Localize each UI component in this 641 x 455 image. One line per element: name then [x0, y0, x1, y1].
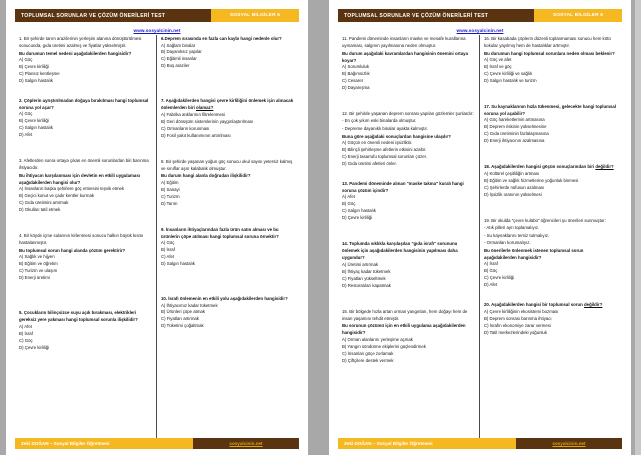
question-option[interactable]: C) Salgın hastalık: [342, 208, 376, 214]
question-option[interactable]: C) Enerji tasarrufu toplumsal sorunları çözer.: [342, 153, 428, 159]
footer-site-box: [516, 438, 622, 449]
question-stem: 14. Toplumda sıklıkla karşılaşılan "gıda israfı" sorununu önlemek için aşağıdakilerden hangisinin yapılması daha uygundur?: [342, 241, 458, 261]
question-stem: 3. Afetlerden sonra ortaya çıkan en önemli sorunlardan biri barınma ihtiyacıdır.: [19, 158, 149, 171]
header-link-row: [15, 23, 299, 33]
question-stem: 15. Bir bölgede hızla artan orman yangınları, hem doğayı hem de insan yaşamını tehdit etmiştir.: [342, 308, 468, 321]
question-stem: 7. Aşağıdakilerden hangisi çevre kirliliğini önlemek için alınacak önlemlerden biri olamaz?: [161, 98, 294, 111]
question-option[interactable]: C) Eğitimli insanlar: [161, 56, 197, 62]
question-item: [484, 103, 617, 145]
question-item: [19, 157, 151, 214]
question-item: [19, 97, 151, 139]
question-option[interactable]: B) Sanayi: [161, 186, 180, 192]
question-stem: 13. Pandemi döneminde alınan "maske takma" kuralı hangi soruna çözüm içindir?: [342, 180, 464, 193]
question-option[interactable]: C) Turizm: [161, 193, 180, 199]
question-option[interactable]: B) Çevre kirliliği: [19, 118, 49, 124]
question-option[interactable]: C) Gıda üretimini artırmak: [19, 200, 69, 206]
question-item: [342, 180, 474, 222]
question-option[interactable]: D) Enerji ihtiyacının azalmasına: [484, 138, 545, 144]
question-option[interactable]: A) Sağlam binalar: [161, 42, 196, 48]
question-option[interactable]: A) İhtiyacımız kadar tüketmek: [161, 302, 218, 308]
question-column-3: [338, 35, 480, 438]
question-option[interactable]: A) Sağlık ve hijyen: [19, 254, 55, 260]
question-option[interactable]: A) Göç: [19, 111, 33, 117]
question-column-2: [157, 35, 299, 438]
question-option[interactable]: C) İsrafın ekonomiye zarar vermesi: [484, 322, 551, 328]
question-item: [161, 226, 294, 268]
question-option[interactable]: C) Şehirlerde nüfusun azalması: [484, 184, 545, 190]
question-stem: 17. Su kaynaklarının hızla tükenmesi, gelecekte hangi toplumsal soruna yol açabilir?: [484, 103, 617, 116]
question-option[interactable]: B) İsraf: [161, 247, 175, 253]
question-item: [161, 158, 294, 208]
question-option[interactable]: D) İşsizlik oranının yükselmesi: [484, 191, 542, 197]
question-stem: 16. Bir kasabada çöplerin düzenli toplanmaması sonucu hem kötü kokular yayılmış hem de hastalıklar artmıştır.: [484, 36, 611, 49]
footer-website-link[interactable]: sosyalcinin.net: [552, 441, 586, 446]
question-option[interactable]: D) Enerji üretimi: [19, 275, 50, 281]
footer-author: Zeki DOĞAN – Sosyal Bilgiler Öğretmeni: [338, 438, 516, 449]
question-option[interactable]: A) Çevre kirliliğinin ekosistemi bozması: [484, 308, 559, 314]
question-option[interactable]: C) Fiyatları yükseltmek: [342, 275, 386, 281]
question-item: [484, 301, 617, 336]
question-option[interactable]: B) Geri dönüşüm sistemlerinin yaygınlaştırılması: [161, 118, 254, 124]
question-stem: - Depreme dayanıklı binalar ayakta kalmıştır.: [342, 126, 428, 131]
question-option[interactable]: B) Göç: [484, 268, 498, 274]
question-stem: Bu durumun temel nedeni aşağıdakilerden hangisidir?: [19, 50, 132, 56]
question-option[interactable]: B) Eğitim ve öğretim: [19, 261, 58, 267]
question-option[interactable]: A) Göç: [19, 57, 33, 63]
question-option[interactable]: B) Bağımsızlık: [342, 71, 370, 77]
question-option[interactable]: D) Tarım: [161, 200, 178, 206]
question-option[interactable]: A) İnsanların başka şehirlere göç etmesini teşvik etmek: [19, 186, 125, 192]
question-option[interactable]: D) Salgın hastalık: [161, 261, 195, 267]
question-option[interactable]: B) Dayanıksız yapılar: [161, 49, 202, 55]
question-column-4: [480, 35, 622, 438]
question-option[interactable]: C) Salgın hastalık: [19, 125, 53, 131]
question-stem: - Ormanları korumalıyız.: [484, 240, 531, 246]
header-title: TOPLUMSAL SORUNLAR VE ÇÖZÜM ÖNERİLERİ TEST: [338, 9, 534, 22]
question-option[interactable]: C) Plansız kentleşme: [19, 71, 60, 76]
question-option[interactable]: A) Göç hareketlerinin artmasına: [484, 117, 545, 123]
question-item: [484, 35, 617, 85]
question-item: [161, 35, 294, 70]
question-option[interactable]: A) Afet: [342, 194, 355, 200]
question-stem: - Su kaynaklarını temiz tutmalıyız.: [484, 232, 550, 238]
footer-website-link[interactable]: sosyalcinin.net: [229, 441, 263, 446]
question-option[interactable]: C) Çevre kirliliği: [484, 275, 515, 281]
question-option[interactable]: B) İsraf ve göç: [484, 64, 512, 70]
question-stem: 4. Bir köyde içme sularının kirlenmesi sonucu halkın büyük kısmı hastalanmıştır.: [19, 233, 144, 246]
question-stem: 11. Pandemi döneminde insanların maske ve mesafe kurallarına uymaması, salgının yayılmasına neden olmuştur.: [342, 36, 466, 49]
question-option[interactable]: C) Gıda üretiminin fazlalaşmasına: [484, 131, 549, 137]
question-option[interactable]: C) Çevre kirliliği ve sağlık: [484, 71, 533, 76]
question-item: [342, 240, 474, 289]
question-option[interactable]: B) İsraf: [19, 330, 33, 336]
page-edge-strip: [635, 0, 641, 455]
question-stem: - En çok yıkım eski binalarda olmuştur.: [342, 118, 417, 124]
document-page-right: [329, 0, 631, 455]
page-header-left: [15, 9, 299, 22]
question-option[interactable]: C) Afet: [161, 254, 175, 260]
question-item: [161, 295, 294, 330]
question-option[interactable]: B) Göç: [342, 201, 356, 207]
question-stem: Bu durum hangi alanla doğrudan ilişkilidir?: [161, 173, 251, 179]
question-option[interactable]: A) Kültürel çeşitliliğin artması: [484, 170, 540, 176]
header-website-link[interactable]: www.sosyalcinin.net: [133, 28, 181, 33]
question-stem: 20. Aşağıdakilerden hangisi bir toplumsal sorun değildir?: [484, 302, 603, 308]
question-stem: - Atık pilleri ayrı toplamalıyız.: [484, 225, 540, 231]
page-footer-right: [338, 438, 622, 449]
question-option[interactable]: A) Göçün en önemli nedeni işsizliktir.: [342, 140, 413, 146]
question-option[interactable]: D) Boş araziler: [161, 63, 190, 69]
question-stem: 1. Bir şehirde tarım arazilerinin yerleşim alanına dönüştürülmesi sonucunda, gıda üretimi azalmış ve fiyatlar yükselmiştir.: [19, 36, 142, 49]
footer-site-box: [193, 438, 299, 449]
question-option[interactable]: D) Salgın hastalık: [19, 77, 53, 83]
question-stem: 18. Aşağıdakilerden hangisi göçün sonuçlarından biri değildir?: [484, 164, 614, 170]
question-option[interactable]: D) Gıda üretimi afetleri önler.: [342, 160, 397, 166]
question-option[interactable]: B) Yangın söndürme ekiplerini güçlendirmek: [342, 343, 426, 349]
footer-author: Zeki DOĞAN – Sosyal Bilgiler Öğretmeni: [15, 438, 193, 449]
question-option[interactable]: A) Üretimi artırmak: [342, 261, 379, 267]
question-option[interactable]: C) Fiyatları artırmak: [161, 316, 199, 322]
question-option[interactable]: A) İsraf: [484, 261, 498, 267]
question-option[interactable]: B) Çevre kirliliği: [19, 64, 49, 70]
question-item: [484, 217, 617, 290]
question-stem: Buna göre aşağıdaki sonuçlardan hangisine ulaşılır?: [342, 133, 451, 139]
question-option[interactable]: D) Dayanışma: [342, 84, 370, 90]
question-option[interactable]: C) Cesaret: [342, 78, 363, 84]
question-option[interactable]: D) Tüketimi çoğaltmak: [161, 323, 204, 329]
question-option[interactable]: D) Tatil merkezlerindeki yoğunluk: [484, 329, 547, 335]
question-option[interactable]: A) Eğitim: [161, 179, 179, 185]
question-stem: Bu toplumsal sorun hangi alanda çözüm gerektirir?: [19, 247, 126, 253]
question-stem: 10. İsrafı önlemenin en etkili yolu aşağıdakilerden hangisidir?: [161, 296, 288, 301]
question-stem: Bu durum aşağıdaki kavramlardan hangisinin önemini ortaya koyar?: [342, 50, 469, 63]
question-option[interactable]: D) Fosil yakıt kullanımının artırılması: [161, 132, 231, 138]
question-option[interactable]: B) Geçici konut ve çadır kentler kurmak: [19, 193, 94, 199]
question-columns-left: [15, 33, 299, 438]
question-stem: Bu önerilerle önlenmek istenen toplumsal sorun aşağıdakilerden hangisidir?: [484, 247, 584, 260]
question-option[interactable]: D) Okulları tatil etmek: [19, 207, 61, 213]
question-option[interactable]: A) Göç: [161, 240, 175, 246]
question-option[interactable]: C) Göç: [19, 337, 33, 343]
question-item: [19, 309, 151, 351]
question-columns-right: [338, 33, 622, 438]
header-website-link[interactable]: www.sosyalcinin.net: [456, 28, 504, 33]
header-subject-badge: SOSYAL BİLGİLER 6: [534, 9, 622, 22]
question-stem: 2. Çöplerin ayrıştırılmadan doğaya bırakılması hangi toplumsal soruna yol açar?: [19, 97, 149, 110]
question-stem: 19. Bir okulda "çevre kulübü" öğrencileri şu önerileri sunmuştur:: [484, 217, 606, 223]
question-option[interactable]: A) Sorumluluk: [342, 64, 369, 70]
question-item: [342, 110, 474, 168]
question-item: [342, 35, 474, 92]
question-item: [161, 97, 294, 139]
header-link-row: [338, 23, 622, 33]
question-option[interactable]: B) Eğitim ve sağlık hizmetlerine yoğunluk binmesi: [484, 177, 579, 183]
question-option[interactable]: B) Bilinçli şehirleşme afetlerin etkisini azaltır.: [342, 147, 427, 153]
question-option[interactable]: C) Ormanların korunması: [161, 125, 210, 131]
question-option[interactable]: B) Deprem sonrası barınma ihtiyacı: [484, 315, 552, 321]
question-option[interactable]: D) Salgın hastalık ve turizm: [484, 77, 537, 83]
question-option[interactable]: A) Fabrika atıklarının filtrelenmesi: [161, 111, 225, 117]
page-header-right: [338, 9, 622, 22]
question-option[interactable]: D) Çevre kirliliği: [342, 215, 373, 221]
question-option[interactable]: D) Afet: [19, 132, 33, 138]
question-stem: 12. Bir şehirde yaşanan deprem sonrası yapılan gözlemler şunlardır:: [342, 110, 474, 116]
question-option[interactable]: B) Ürünleri çöpe atmak: [161, 309, 205, 315]
question-item: [484, 163, 617, 198]
question-option[interactable]: B) Deprem riskinin yükselmesine: [484, 124, 547, 130]
question-column-1: [15, 35, 157, 438]
question-option[interactable]: D) Çiftçilere destek vermek: [342, 357, 394, 363]
question-option[interactable]: A) Orman alanlarını yerleşime açmak: [342, 336, 413, 342]
question-item: [19, 232, 151, 282]
question-option[interactable]: A) Göç ve afet: [484, 57, 512, 63]
page-footer-left: [15, 438, 299, 449]
question-stem: 8. Bir şehirde yaşanan yoğun göç sonucu okul sayısı yetersiz kalmış ve sınıflar aşırı kalabalık olmuştur.: [161, 158, 293, 171]
question-stem: Bu durumun hangi toplumsal sorunlara neden olması beklenir?: [484, 50, 615, 56]
question-option[interactable]: D) Çevre kirliliği: [19, 344, 50, 350]
question-stem: Bu ihtiyacın karşılanması için devletin en etkili uygulaması aşağıdakilerden hangisi olur?: [19, 172, 140, 185]
question-option[interactable]: D) Restoranları kapatmak: [342, 282, 391, 288]
question-item: [19, 35, 151, 85]
question-option[interactable]: C) İnsanları göçe zorlamak: [342, 350, 394, 356]
question-option[interactable]: D) Afet: [484, 282, 498, 288]
question-option[interactable]: B) İhtiyaç kadar tüketmek: [342, 268, 391, 274]
question-option[interactable]: C) Turizm ve ulaşım: [19, 268, 58, 274]
question-option[interactable]: A) Afet: [19, 323, 32, 329]
question-stem: 5. Çocukların bilinçsizce suyu açık bırakması, elektrikleri gereksiz yere yakması hangi toplumsal sorunla ilişkilidir?: [19, 310, 138, 323]
header-title: TOPLUMSAL SORUNLAR VE ÇÖZÜM ÖNERİLERİ TEST: [15, 9, 211, 22]
question-stem: 9. İnsanların ihtiyaçlarından fazla ürün satın alması ve bu ürünlerin çöpe atılması hangi toplumsal soruna örnektir?: [161, 226, 279, 239]
document-page-left: [6, 0, 308, 455]
header-subject-badge: SOSYAL BİLGİLER 6: [211, 9, 299, 22]
question-item: [342, 308, 474, 365]
question-stem: 6.Deprem sırasında en fazla can kaybı hangi nedenle olur?: [161, 36, 282, 41]
question-stem: Bu sorunun çözümü için en etkili uygulama aşağıdakilerden hangisidir?: [342, 323, 466, 336]
